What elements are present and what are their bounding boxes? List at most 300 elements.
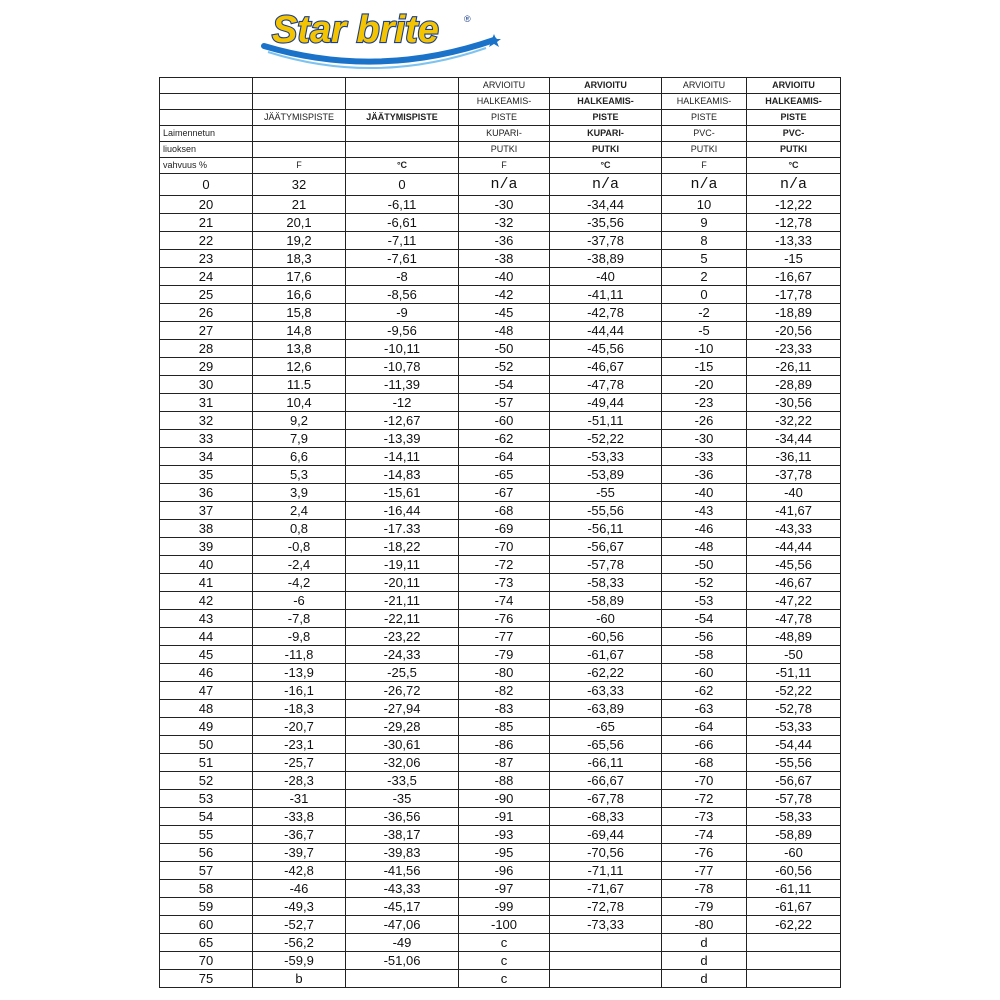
table-cell: -48,89 (747, 628, 841, 646)
table-cell: -54 (662, 610, 747, 628)
table-cell: 52 (160, 772, 253, 790)
table-cell: 15,8 (253, 304, 346, 322)
table-cell: -23,22 (346, 628, 459, 646)
table-cell: -93 (459, 826, 550, 844)
table-cell: -20,7 (253, 718, 346, 736)
table-cell: -46,67 (747, 574, 841, 592)
table-cell: -36 (662, 466, 747, 484)
table-cell: -30,61 (346, 736, 459, 754)
table-cell: -36,56 (346, 808, 459, 826)
table-row (160, 484, 841, 502)
table-cell: -55,56 (550, 502, 662, 520)
table-cell: -68 (459, 502, 550, 520)
table-cell: -62,22 (550, 664, 662, 682)
table-cell: -80 (662, 916, 747, 934)
table-cell: -2,4 (253, 556, 346, 574)
logo-graphic (258, 2, 508, 72)
table-cell: -22,11 (346, 610, 459, 628)
header-row (160, 126, 841, 142)
table-cell: -57 (459, 394, 550, 412)
table-cell: -56,67 (550, 538, 662, 556)
table-cell: -77 (662, 862, 747, 880)
table-cell: -60 (662, 664, 747, 682)
table-cell: -26 (662, 412, 747, 430)
table-cell: -30 (662, 430, 747, 448)
table-cell: 55 (160, 826, 253, 844)
table-cell: -60 (747, 844, 841, 862)
table-cell: -41,56 (346, 862, 459, 880)
header-cell: HALKEAMIS- (747, 94, 841, 110)
table-cell: 18,3 (253, 250, 346, 268)
table-row (160, 646, 841, 664)
header-cell (160, 78, 253, 94)
table-cell: 43 (160, 610, 253, 628)
table-cell: -34,44 (747, 430, 841, 448)
table-cell: 0,8 (253, 520, 346, 538)
table-cell: -37,78 (747, 466, 841, 484)
table-cell: 39 (160, 538, 253, 556)
table-cell: -12,67 (346, 412, 459, 430)
registered-mark: ® (464, 14, 471, 24)
header-cell: JÄÄTYMISPISTE (253, 110, 346, 126)
table-row (160, 772, 841, 790)
header-cell (253, 142, 346, 158)
header-row (160, 158, 841, 174)
table-cell: 70 (160, 952, 253, 970)
table-cell: -51,11 (747, 664, 841, 682)
table-cell: -30,56 (747, 394, 841, 412)
table-row (160, 538, 841, 556)
table-cell: -49 (346, 934, 459, 952)
table-cell: -88 (459, 772, 550, 790)
table-cell: 65 (160, 934, 253, 952)
table-cell: -4,2 (253, 574, 346, 592)
table-row (160, 628, 841, 646)
table-cell: -26,11 (747, 358, 841, 376)
table-cell: 29 (160, 358, 253, 376)
header-cell (253, 126, 346, 142)
table-cell: -24,33 (346, 646, 459, 664)
table-cell: -32,06 (346, 754, 459, 772)
table-cell: -70,56 (550, 844, 662, 862)
table-cell: -2 (662, 304, 747, 322)
table-cell: -55 (550, 484, 662, 502)
table-cell: -68 (662, 754, 747, 772)
table-cell: -43,33 (346, 880, 459, 898)
table-row (160, 502, 841, 520)
table-cell: -70 (459, 538, 550, 556)
table-cell: -82 (459, 682, 550, 700)
table-cell: c (459, 952, 550, 970)
table-cell: 53 (160, 790, 253, 808)
table-cell: -70 (662, 772, 747, 790)
table-cell: n/a (459, 174, 550, 196)
table-cell: 20 (160, 196, 253, 214)
table-cell: -14,11 (346, 448, 459, 466)
header-cell (346, 78, 459, 94)
table-cell: -69 (459, 520, 550, 538)
table-cell: -38,17 (346, 826, 459, 844)
table-cell: -53,33 (550, 448, 662, 466)
table-row (160, 466, 841, 484)
table-cell: -42,78 (550, 304, 662, 322)
header-cell: F (253, 158, 346, 174)
table-cell: 33 (160, 430, 253, 448)
table-cell: -11,39 (346, 376, 459, 394)
table-row (160, 268, 841, 286)
header-row (160, 142, 841, 158)
table-cell: -35,56 (550, 214, 662, 232)
table-cell: -11,8 (253, 646, 346, 664)
table-cell: -14,83 (346, 466, 459, 484)
table-cell: 10 (662, 196, 747, 214)
table-row (160, 808, 841, 826)
table-cell: -52,22 (747, 682, 841, 700)
table-cell: -79 (459, 646, 550, 664)
table-cell: -20,11 (346, 574, 459, 592)
table-cell: -44,44 (550, 322, 662, 340)
table-cell: 21 (253, 196, 346, 214)
table-cell: -97 (459, 880, 550, 898)
table-cell: -5 (662, 322, 747, 340)
table-cell: -56,11 (550, 520, 662, 538)
table-cell: -13,9 (253, 664, 346, 682)
table-cell: -58 (662, 646, 747, 664)
table-cell: 10,4 (253, 394, 346, 412)
table-cell: -76 (662, 844, 747, 862)
table-cell: -66 (662, 736, 747, 754)
table-cell: b (253, 970, 346, 988)
table-cell: -72,78 (550, 898, 662, 916)
table-cell: -34,44 (550, 196, 662, 214)
table-row (160, 232, 841, 250)
table-cell: -45,56 (747, 556, 841, 574)
table-cell: 5 (662, 250, 747, 268)
table-cell (747, 952, 841, 970)
table-cell: 36 (160, 484, 253, 502)
table-cell: -60,56 (747, 862, 841, 880)
table-cell: -18,22 (346, 538, 459, 556)
table-cell: 45 (160, 646, 253, 664)
table-cell: -28,3 (253, 772, 346, 790)
table-cell: 50 (160, 736, 253, 754)
table-cell: -49,3 (253, 898, 346, 916)
table-cell: 49 (160, 718, 253, 736)
header-cell: °C (747, 158, 841, 174)
table-cell: 34 (160, 448, 253, 466)
table-cell: -44,44 (747, 538, 841, 556)
table-cell: -50 (662, 556, 747, 574)
header-cell: Laimennetun (160, 126, 253, 142)
table-cell: 12,6 (253, 358, 346, 376)
table-cell: -6,11 (346, 196, 459, 214)
table-cell: 16,6 (253, 286, 346, 304)
table-cell: -32,22 (747, 412, 841, 430)
table-cell: 54 (160, 808, 253, 826)
table-row (160, 970, 841, 988)
table-cell: -71,11 (550, 862, 662, 880)
table-cell: -18,3 (253, 700, 346, 718)
table-cell: -31 (253, 790, 346, 808)
table-row (160, 952, 841, 970)
table-cell: -36,7 (253, 826, 346, 844)
table-cell: -63,89 (550, 700, 662, 718)
table-cell: -46,67 (550, 358, 662, 376)
table-cell: -51,11 (550, 412, 662, 430)
table-cell: -60 (550, 610, 662, 628)
table-cell: -38 (459, 250, 550, 268)
header-cell: F (662, 158, 747, 174)
header-cell: vahvuus % (160, 158, 253, 174)
table-cell: d (662, 934, 747, 952)
table-cell: -33,5 (346, 772, 459, 790)
table-cell: -96 (459, 862, 550, 880)
table-cell: -56,67 (747, 772, 841, 790)
table-row (160, 412, 841, 430)
header-cell (160, 110, 253, 126)
table-cell: -10,78 (346, 358, 459, 376)
table-cell: -58,89 (550, 592, 662, 610)
table-cell: 0 (160, 174, 253, 196)
table-cell: -61,11 (747, 880, 841, 898)
header-cell: HALKEAMIS- (662, 94, 747, 110)
header-cell: ARVIOITU (662, 78, 747, 94)
table-cell: -38,89 (550, 250, 662, 268)
table-cell: -7,8 (253, 610, 346, 628)
table-cell: n/a (550, 174, 662, 196)
table-cell: -17,78 (747, 286, 841, 304)
table-cell: 44 (160, 628, 253, 646)
table-cell: -17.33 (346, 520, 459, 538)
table-cell: -60,56 (550, 628, 662, 646)
table-cell: -30 (459, 196, 550, 214)
table-cell: -12 (346, 394, 459, 412)
table-cell: -58,33 (747, 808, 841, 826)
table-cell: 32 (160, 412, 253, 430)
table-cell: -65,56 (550, 736, 662, 754)
table-row (160, 610, 841, 628)
table-cell: 57 (160, 862, 253, 880)
table-cell: 17,6 (253, 268, 346, 286)
table-row (160, 754, 841, 772)
table-cell: -52,78 (747, 700, 841, 718)
freezing-point-table (159, 77, 841, 988)
table-row (160, 358, 841, 376)
header-cell: PISTE (747, 110, 841, 126)
table-cell: 28 (160, 340, 253, 358)
header-cell: F (459, 158, 550, 174)
table-cell: -18,89 (747, 304, 841, 322)
table-cell: -52 (662, 574, 747, 592)
table-cell: -52,7 (253, 916, 346, 934)
table-row (160, 394, 841, 412)
table-cell: -13,33 (747, 232, 841, 250)
table-row (160, 250, 841, 268)
table-cell: -69,44 (550, 826, 662, 844)
table-row (160, 574, 841, 592)
table-cell: 31 (160, 394, 253, 412)
header-row (160, 78, 841, 94)
table-cell: 37 (160, 502, 253, 520)
table-cell: -46 (662, 520, 747, 538)
table-row (160, 862, 841, 880)
table-cell: -25,7 (253, 754, 346, 772)
table-cell: -83 (459, 700, 550, 718)
table-cell: -76 (459, 610, 550, 628)
table-cell: -58,89 (747, 826, 841, 844)
header-cell: KUPARI- (459, 126, 550, 142)
table-cell: -32 (459, 214, 550, 232)
table-cell: -6,61 (346, 214, 459, 232)
table-cell: -6 (253, 592, 346, 610)
table-cell: -99 (459, 898, 550, 916)
table-cell: -73 (459, 574, 550, 592)
table-cell: 58 (160, 880, 253, 898)
table-cell: -78 (662, 880, 747, 898)
table-cell: -56,2 (253, 934, 346, 952)
table-cell: -77 (459, 628, 550, 646)
table-row (160, 592, 841, 610)
table-cell: -62,22 (747, 916, 841, 934)
table-cell: -33,8 (253, 808, 346, 826)
table-cell: 56 (160, 844, 253, 862)
header-cell: PUTKI (550, 142, 662, 158)
table-cell: -23,1 (253, 736, 346, 754)
table-cell: 30 (160, 376, 253, 394)
table-cell: d (662, 952, 747, 970)
table-cell: -47,78 (550, 376, 662, 394)
table-cell: -40 (550, 268, 662, 286)
table-cell: -21,11 (346, 592, 459, 610)
table-cell: -47,06 (346, 916, 459, 934)
table-cell (747, 934, 841, 952)
table-cell: -79 (662, 898, 747, 916)
table-cell: -10,11 (346, 340, 459, 358)
table-cell: 11.5 (253, 376, 346, 394)
table-cell: -8,56 (346, 286, 459, 304)
table-row (160, 322, 841, 340)
header-cell (253, 78, 346, 94)
table-row (160, 880, 841, 898)
table-row (160, 916, 841, 934)
table-cell: 24 (160, 268, 253, 286)
table-cell: -65 (459, 466, 550, 484)
table-cell: 23 (160, 250, 253, 268)
table-cell: 42 (160, 592, 253, 610)
table-cell: -45,56 (550, 340, 662, 358)
header-cell: HALKEAMIS- (550, 94, 662, 110)
table-row (160, 844, 841, 862)
header-row (160, 110, 841, 126)
table-cell: -63,33 (550, 682, 662, 700)
header-cell: PUTKI (459, 142, 550, 158)
table-cell: -52,22 (550, 430, 662, 448)
table-cell: -37,78 (550, 232, 662, 250)
table-cell: 35 (160, 466, 253, 484)
table-cell: -60 (459, 412, 550, 430)
header-cell (346, 126, 459, 142)
header-cell: PVC- (662, 126, 747, 142)
table-row (160, 340, 841, 358)
table-cell: 6,6 (253, 448, 346, 466)
table-cell: -71,67 (550, 880, 662, 898)
table-cell: -23,33 (747, 340, 841, 358)
table-cell: -33 (662, 448, 747, 466)
table-cell: 20,1 (253, 214, 346, 232)
header-cell: PISTE (459, 110, 550, 126)
table-cell: -13,39 (346, 430, 459, 448)
header-cell: °C (550, 158, 662, 174)
table-cell: -65 (550, 718, 662, 736)
table-cell (747, 970, 841, 988)
table-cell: -59,9 (253, 952, 346, 970)
table-cell: -23 (662, 394, 747, 412)
table-row (160, 286, 841, 304)
table-row (160, 826, 841, 844)
table-cell (346, 970, 459, 988)
table-cell: -19,11 (346, 556, 459, 574)
table-cell: 40 (160, 556, 253, 574)
table-row (160, 898, 841, 916)
table-cell: -91 (459, 808, 550, 826)
table-cell: -36,11 (747, 448, 841, 466)
table-row (160, 430, 841, 448)
table-cell: 25 (160, 286, 253, 304)
header-cell: PVC- (747, 126, 841, 142)
table-cell: -43 (662, 502, 747, 520)
table-row (160, 448, 841, 466)
table-row (160, 196, 841, 214)
table-cell: -57,78 (747, 790, 841, 808)
table-cell: -53,89 (550, 466, 662, 484)
header-cell (346, 94, 459, 110)
table-cell: -63 (662, 700, 747, 718)
table-row (160, 682, 841, 700)
table-cell: -41,67 (747, 502, 841, 520)
header-cell (160, 94, 253, 110)
table-cell: -39,83 (346, 844, 459, 862)
table-cell: 19,2 (253, 232, 346, 250)
header-cell: ARVIOITU (747, 78, 841, 94)
table-cell: -58,33 (550, 574, 662, 592)
table-cell: 7,9 (253, 430, 346, 448)
table-cell: 0 (662, 286, 747, 304)
table-cell: -20,56 (747, 322, 841, 340)
table-cell: -29,28 (346, 718, 459, 736)
table-cell: -50 (747, 646, 841, 664)
table-cell: -48 (662, 538, 747, 556)
table-row (160, 304, 841, 322)
table-row (160, 700, 841, 718)
header-cell: PISTE (662, 110, 747, 126)
table-cell: -54 (459, 376, 550, 394)
table-cell: -55,56 (747, 754, 841, 772)
header-cell (346, 142, 459, 158)
table-cell: -15 (662, 358, 747, 376)
table-cell: 38 (160, 520, 253, 538)
table-cell: -28,89 (747, 376, 841, 394)
header-row (160, 94, 841, 110)
table-cell: 13,8 (253, 340, 346, 358)
table-cell: -74 (662, 826, 747, 844)
table-cell: -45 (459, 304, 550, 322)
table-cell: -100 (459, 916, 550, 934)
table-cell: -95 (459, 844, 550, 862)
table-cell: -50 (459, 340, 550, 358)
table-cell: -67,78 (550, 790, 662, 808)
table-cell: -47,78 (747, 610, 841, 628)
table-cell: -0,8 (253, 538, 346, 556)
